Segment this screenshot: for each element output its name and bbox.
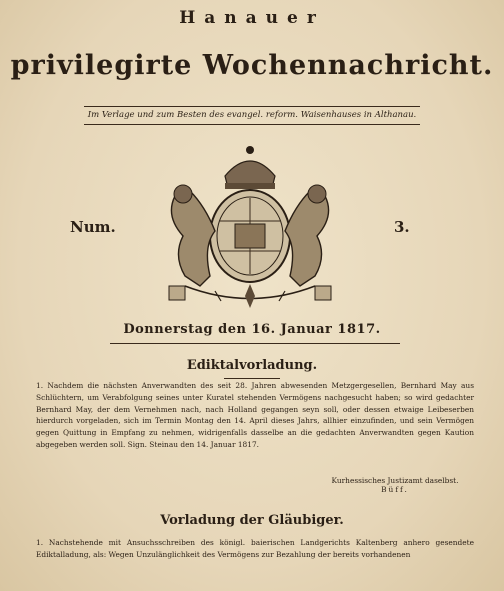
- issue-number-label: Num.: [70, 218, 116, 236]
- issue-date: Donnerstag den 16. Januar 1817.: [123, 322, 381, 337]
- masthead-city: Hanauer: [179, 8, 325, 28]
- masthead-title: privilegirte Wochennachricht.: [10, 50, 494, 81]
- section-heading-vorladung: Vorladung der Gläubiger.: [160, 513, 344, 528]
- section-heading-ediktalvorladung: Ediktalvorladung.: [186, 358, 318, 373]
- rule-bottom: [84, 124, 420, 125]
- signature-office: Kurhessisches Justizamt daselbst.: [331, 476, 459, 485]
- signature-name: Büff.: [381, 485, 409, 494]
- publisher-line: Im Verlage und zum Besten des evangel. reform. Waisenhauses in Althanau.: [87, 110, 417, 120]
- paragraph-ediktalvorladung: 1. Nachdem die nächsten Anverwandten des seit 28. Jahren abwesenden Metzgergesellen, Bernhard May aus Schlüchtern, um Verabfolgung seines unter Kuratel stehenden Vermögens nachgesucht haben; so wird gedachter Bernhard May, der dem Vernehmen nach, nach Holland gegangen seyn soll, oder dessen etwaige Leibeserben hierdurch vorgeladen, sich im Termin Montag den 14. April dieses Jahrs, allhier einzufinden, und sein Vermögen gegen Quittung in Empfang zu nehmen, widrigenfalls dasselbe an die gedachten Anverwandten gegen Kaution abgegeben werden soll. Sign. Steinau den 14. Januar 1817.: [36, 381, 474, 449]
- issue-number-value: 3.: [394, 218, 410, 236]
- rule-date: [110, 343, 400, 344]
- paragraph-vorladung: 1. Nachstehende mit Ansuchsschreiben des königl. baierischen Landgerichts Kaltenberg anhero gesendete Ediktalladung, als: Wegen Unzulänglichkeit des Vermögens zur Bezahlung der bereits vorhandenen: [36, 538, 474, 559]
- rule-section: [224, 378, 280, 379]
- rule-top: [84, 106, 420, 107]
- coat-of-arms-icon: [155, 136, 345, 316]
